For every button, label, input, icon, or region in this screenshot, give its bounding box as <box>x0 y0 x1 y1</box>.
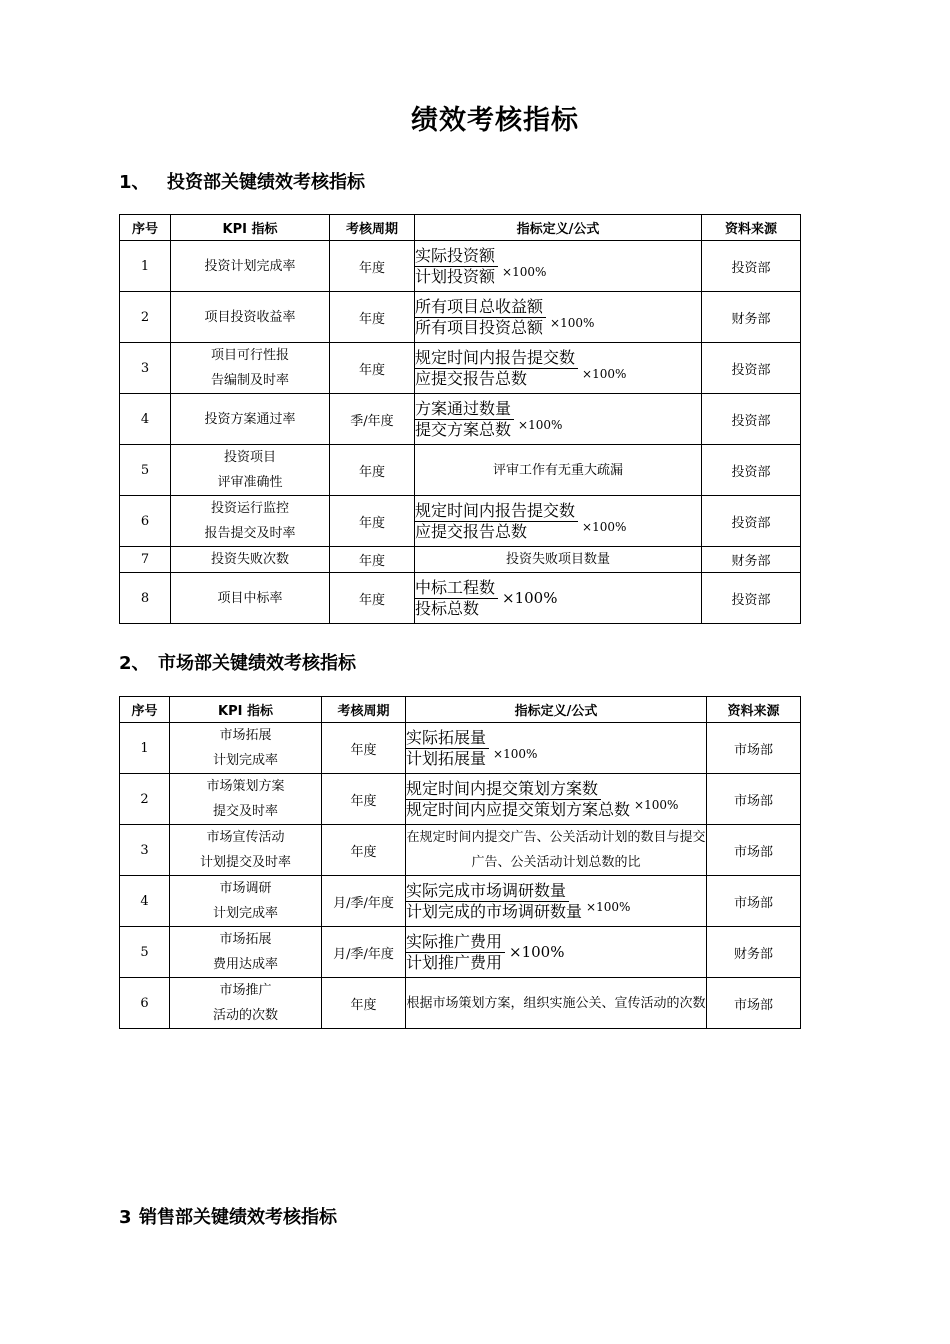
row-number: 1 <box>120 723 170 774</box>
assessment-period: 季/年度 <box>330 394 415 445</box>
kpi-name <box>171 394 330 445</box>
kpi-name-line: 告编制及时率 <box>210 373 289 388</box>
table-row <box>120 927 801 978</box>
data-source: 投资部 <box>702 445 801 496</box>
column-header: 考核周期 <box>322 697 406 723</box>
definition-formula <box>415 496 702 547</box>
kpi-name <box>171 547 330 573</box>
formula-numerator: 规定时间内报告提交数 <box>415 501 578 522</box>
formula-numerator: 方案通过数量 <box>415 399 514 420</box>
data-source: 市场部 <box>707 978 801 1029</box>
assessment-period: 年度 <box>330 343 415 394</box>
data-source: 财务部 <box>702 547 801 573</box>
table-row <box>120 774 801 825</box>
formula-numerator: 中标工程数 <box>415 578 498 599</box>
kpi-name-line: 市场拓展 <box>219 728 272 743</box>
assessment-period: 年度 <box>322 723 406 774</box>
formula-denominator: 计划拓展量 <box>406 748 487 768</box>
kpi-name-line: 评审准确性 <box>217 475 283 490</box>
formula-fraction <box>415 348 578 389</box>
table-row <box>120 343 801 394</box>
row-number: 4 <box>120 394 171 445</box>
definition-formula <box>406 876 707 927</box>
data-source: 财务部 <box>707 927 801 978</box>
section-1-number: 1、 <box>119 172 150 193</box>
assessment-period: 年度 <box>330 573 415 624</box>
formula-denominator: 计划投资额 <box>415 266 496 286</box>
formula-fraction <box>406 881 582 922</box>
table-row <box>120 292 801 343</box>
definition-text: 在规定时间内提交广告、公关活动计划的数目与提交广告、公关活动计划总数的比 <box>406 830 706 870</box>
formula-fraction <box>415 297 546 338</box>
kpi-name <box>171 496 330 547</box>
row-number: 4 <box>120 876 170 927</box>
formula-denominator: 提交方案总数 <box>415 419 512 439</box>
marketing-kpi-table <box>119 696 801 1029</box>
kpi-name-line: 投资运行监控 <box>210 501 289 516</box>
formula-fraction <box>415 501 578 542</box>
definition-formula <box>415 445 702 496</box>
kpi-name-line: 市场宣传活动 <box>206 830 285 845</box>
definition-formula <box>415 394 702 445</box>
section-2-heading <box>119 649 356 675</box>
formula-fraction <box>415 399 514 440</box>
table-row <box>120 394 801 445</box>
table-header-row <box>120 697 801 723</box>
section-2-number: 2、 <box>119 653 150 674</box>
formula-denominator: 所有项目投资总额 <box>415 317 544 337</box>
assessment-period: 年度 <box>322 825 406 876</box>
formula-denominator: 应提交报告总数 <box>415 368 528 388</box>
formula-numerator: 规定时间内报告提交数 <box>415 348 578 369</box>
section-3-number: 3 <box>119 1207 132 1228</box>
data-source: 投资部 <box>702 573 801 624</box>
row-number: 6 <box>120 496 171 547</box>
formula-denominator: 规定时间内应提交策划方案总数 <box>406 799 631 819</box>
row-number: 3 <box>120 825 170 876</box>
data-source: 市场部 <box>707 825 801 876</box>
formula-denominator: 投标总数 <box>415 598 480 618</box>
kpi-name <box>171 573 330 624</box>
section-3-title: 销售部关键绩效考核指标 <box>139 1207 337 1228</box>
definition-text: 评审工作有无重大疏漏 <box>492 462 623 478</box>
section-1-title: 投资部关键绩效考核指标 <box>167 172 365 193</box>
formula-fraction <box>406 932 505 973</box>
kpi-name-line: 投资计划完成率 <box>204 258 296 274</box>
assessment-period: 年度 <box>330 547 415 573</box>
section-3-heading <box>119 1203 337 1229</box>
column-header: 考核周期 <box>330 215 415 241</box>
formula-multiplier: ×100% <box>634 797 679 812</box>
kpi-name <box>170 723 322 774</box>
section-1-heading <box>119 168 365 194</box>
definition-formula <box>415 241 702 292</box>
kpi-name <box>170 774 322 825</box>
table-row <box>120 445 801 496</box>
formula-numerator: 规定时间内提交策划方案数 <box>406 779 601 800</box>
data-source: 市场部 <box>707 876 801 927</box>
kpi-name-line: 市场拓展 <box>219 932 272 947</box>
column-header: 序号 <box>120 697 170 723</box>
kpi-name-line: 市场策划方案 <box>206 779 285 794</box>
assessment-period: 月/季/年度 <box>322 876 406 927</box>
assessment-period: 月/季/年度 <box>322 927 406 978</box>
kpi-name <box>170 876 322 927</box>
formula-fraction <box>415 578 498 619</box>
kpi-name <box>171 292 330 343</box>
table-row <box>120 876 801 927</box>
formula-multiplier: ×100% <box>493 746 538 761</box>
formula-multiplier: ×100% <box>518 417 563 432</box>
table-row <box>120 978 801 1029</box>
formula-denominator: 计划完成的市场调研数量 <box>406 901 583 921</box>
formula-numerator: 实际拓展量 <box>406 728 489 749</box>
page-title: 绩效考核指标 <box>411 105 579 136</box>
kpi-name-line: 计划完成率 <box>212 753 278 768</box>
assessment-period: 年度 <box>330 292 415 343</box>
kpi-name-line: 提交及时率 <box>212 804 278 819</box>
column-header: 序号 <box>120 215 171 241</box>
definition-formula <box>415 547 702 573</box>
kpi-name-line: 计划提交及时率 <box>199 855 291 870</box>
kpi-name <box>170 825 322 876</box>
formula-fraction <box>406 728 489 769</box>
formula-denominator: 应提交报告总数 <box>415 521 528 541</box>
kpi-name-line: 计划完成率 <box>212 906 278 921</box>
kpi-name <box>171 241 330 292</box>
table-row <box>120 723 801 774</box>
table-row <box>120 241 801 292</box>
data-source: 投资部 <box>702 496 801 547</box>
definition-text: 根据市场策划方案，组织实施公关、宣传活动的次数 <box>406 995 706 1011</box>
definition-formula <box>406 723 707 774</box>
data-source: 投资部 <box>702 394 801 445</box>
kpi-name <box>171 343 330 394</box>
formula-multiplier: ×100% <box>502 264 547 279</box>
definition-formula <box>406 927 707 978</box>
data-source: 市场部 <box>707 774 801 825</box>
formula-multiplier: ×100% <box>502 588 558 607</box>
kpi-name-line: 项目投资收益率 <box>204 309 296 325</box>
kpi-name-line: 投资方案通过率 <box>204 411 296 427</box>
data-source: 财务部 <box>702 292 801 343</box>
kpi-name <box>171 445 330 496</box>
formula-multiplier: ×100% <box>550 315 595 330</box>
kpi-name-line: 报告提交及时率 <box>204 526 296 541</box>
row-number: 6 <box>120 978 170 1029</box>
assessment-period: 年度 <box>322 978 406 1029</box>
formula-fraction <box>415 246 498 287</box>
column-header: KPI 指标 <box>171 215 330 241</box>
column-header: 指标定义/公式 <box>415 215 702 241</box>
definition-text: 投资失败项目数量 <box>505 552 610 567</box>
definition-formula <box>406 825 707 876</box>
definition-formula <box>415 573 702 624</box>
kpi-name-line: 项目中标率 <box>217 590 283 606</box>
column-header: 指标定义/公式 <box>406 697 707 723</box>
data-source: 投资部 <box>702 343 801 394</box>
data-source: 市场部 <box>707 723 801 774</box>
row-number: 5 <box>120 927 170 978</box>
table-row <box>120 573 801 624</box>
row-number: 1 <box>120 241 171 292</box>
column-header: 资料来源 <box>702 215 801 241</box>
assessment-period: 年度 <box>330 241 415 292</box>
formula-numerator: 实际投资额 <box>415 246 498 267</box>
assessment-period: 年度 <box>330 445 415 496</box>
kpi-name <box>170 978 322 1029</box>
row-number: 5 <box>120 445 171 496</box>
table-header-row <box>120 215 801 241</box>
row-number: 3 <box>120 343 171 394</box>
definition-formula <box>415 343 702 394</box>
row-number: 2 <box>120 774 170 825</box>
kpi-name-line: 项目可行性报 <box>210 348 289 363</box>
formula-multiplier: ×100% <box>582 366 627 381</box>
assessment-period: 年度 <box>322 774 406 825</box>
formula-multiplier: ×100% <box>586 899 631 914</box>
data-source: 投资部 <box>702 241 801 292</box>
assessment-period: 年度 <box>330 496 415 547</box>
table-row <box>120 825 801 876</box>
formula-multiplier: ×100% <box>509 942 565 961</box>
definition-formula <box>406 774 707 825</box>
row-number: 7 <box>120 547 171 573</box>
row-number: 2 <box>120 292 171 343</box>
formula-fraction <box>406 779 630 820</box>
kpi-name-line: 费用达成率 <box>212 957 278 972</box>
column-header: 资料来源 <box>707 697 801 723</box>
kpi-name-line: 市场推广 <box>219 983 272 998</box>
kpi-name-line: 投资项目 <box>223 450 276 465</box>
kpi-name-line: 市场调研 <box>219 881 272 896</box>
table-row <box>120 547 801 573</box>
formula-denominator: 计划推广费用 <box>406 952 503 972</box>
section-2-title: 市场部关键绩效考核指标 <box>158 653 356 674</box>
formula-numerator: 实际完成市场调研数量 <box>406 881 569 902</box>
table-row <box>120 496 801 547</box>
formula-numerator: 实际推广费用 <box>406 932 505 953</box>
row-number: 8 <box>120 573 171 624</box>
kpi-name-line: 投资失败次数 <box>210 552 289 567</box>
kpi-name-line: 活动的次数 <box>212 1008 278 1023</box>
definition-formula <box>415 292 702 343</box>
investment-kpi-table <box>119 214 801 624</box>
column-header: KPI 指标 <box>170 697 322 723</box>
formula-multiplier: ×100% <box>582 519 627 534</box>
kpi-name <box>170 927 322 978</box>
formula-numerator: 所有项目总收益额 <box>415 297 546 318</box>
definition-formula <box>406 978 707 1029</box>
